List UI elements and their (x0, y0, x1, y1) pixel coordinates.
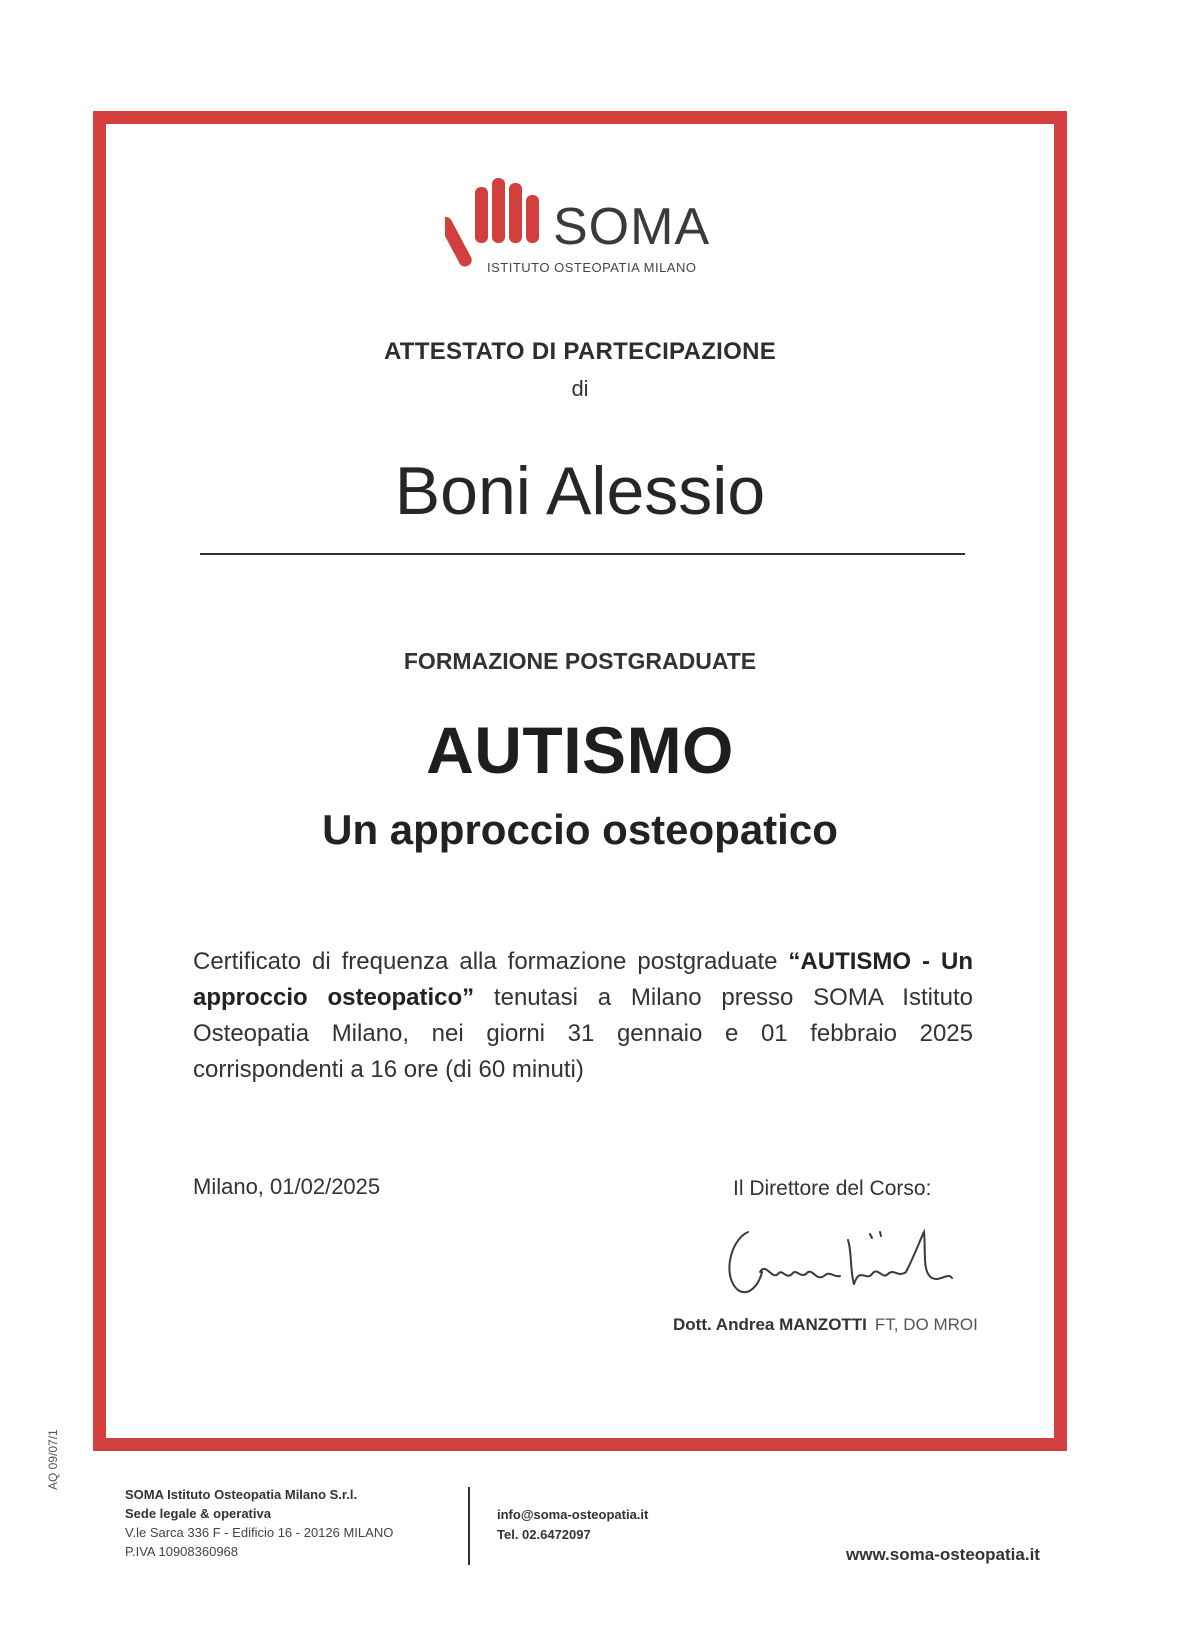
footer-phone: Tel. 02.6472097 (497, 1527, 591, 1542)
footer-divider (468, 1487, 470, 1565)
footer-company-info (125, 1485, 393, 1561)
certificate-body (193, 944, 973, 1088)
director-name (673, 1315, 978, 1335)
body-course: “AUTISMO - Un approccio osteopatico” (193, 948, 973, 1011)
program-type: FORMAZIONE POSTGRADUATE (403, 648, 757, 674)
footer-address: V.le Sarca 336 F - Edificio 16 - 20126 MILANO (125, 1525, 394, 1540)
course-subtitle: Un approccio osteopatico (322, 806, 838, 853)
certificate-of: di (571, 376, 589, 401)
certificate-title: ATTESTATO DI PARTECIPAZIONE (383, 338, 777, 365)
document-code: AQ 09/07/1 (46, 1429, 60, 1490)
place-date: Milano, 01/02/2025 (193, 1174, 381, 1199)
director-signature (720, 1222, 965, 1302)
name-underline (200, 553, 965, 555)
director-name-text: Dott. Andrea MANZOTTI (673, 1315, 867, 1334)
footer-seat-label: Sede legale & operativa (125, 1506, 271, 1521)
logo-subtitle: ISTITUTO OSTEOPATIA MILANO (487, 260, 697, 275)
body-intro: Certificato di frequenza alla formazione postgraduate (193, 948, 789, 975)
footer-vat: P.IVA 10908360968 (125, 1544, 239, 1559)
soma-logo (445, 175, 725, 280)
footer-website: www.soma-osteopatia.it (846, 1545, 1040, 1564)
recipient-name: Boni Alessio (394, 453, 766, 529)
footer-email: info@soma-osteopatia.it (497, 1507, 649, 1522)
footer-contacts (497, 1505, 648, 1545)
director-credentials: FT, DO MROI (874, 1315, 978, 1334)
footer-company: SOMA Istituto Osteopatia Milano S.r.l. (125, 1487, 358, 1502)
course-title: AUTISMO (426, 713, 734, 787)
body-rest: tenutasi a Milano presso SOMA Istituto Osteopatia Milano, nei giorni 31 gennaio e 01 febbraio 2025 corrispondenti a 16 ore (di 60 minuti) (193, 984, 973, 1083)
director-label: Il Direttore del Corso: (733, 1177, 932, 1200)
logo-wordmark: SOMA (553, 198, 711, 256)
